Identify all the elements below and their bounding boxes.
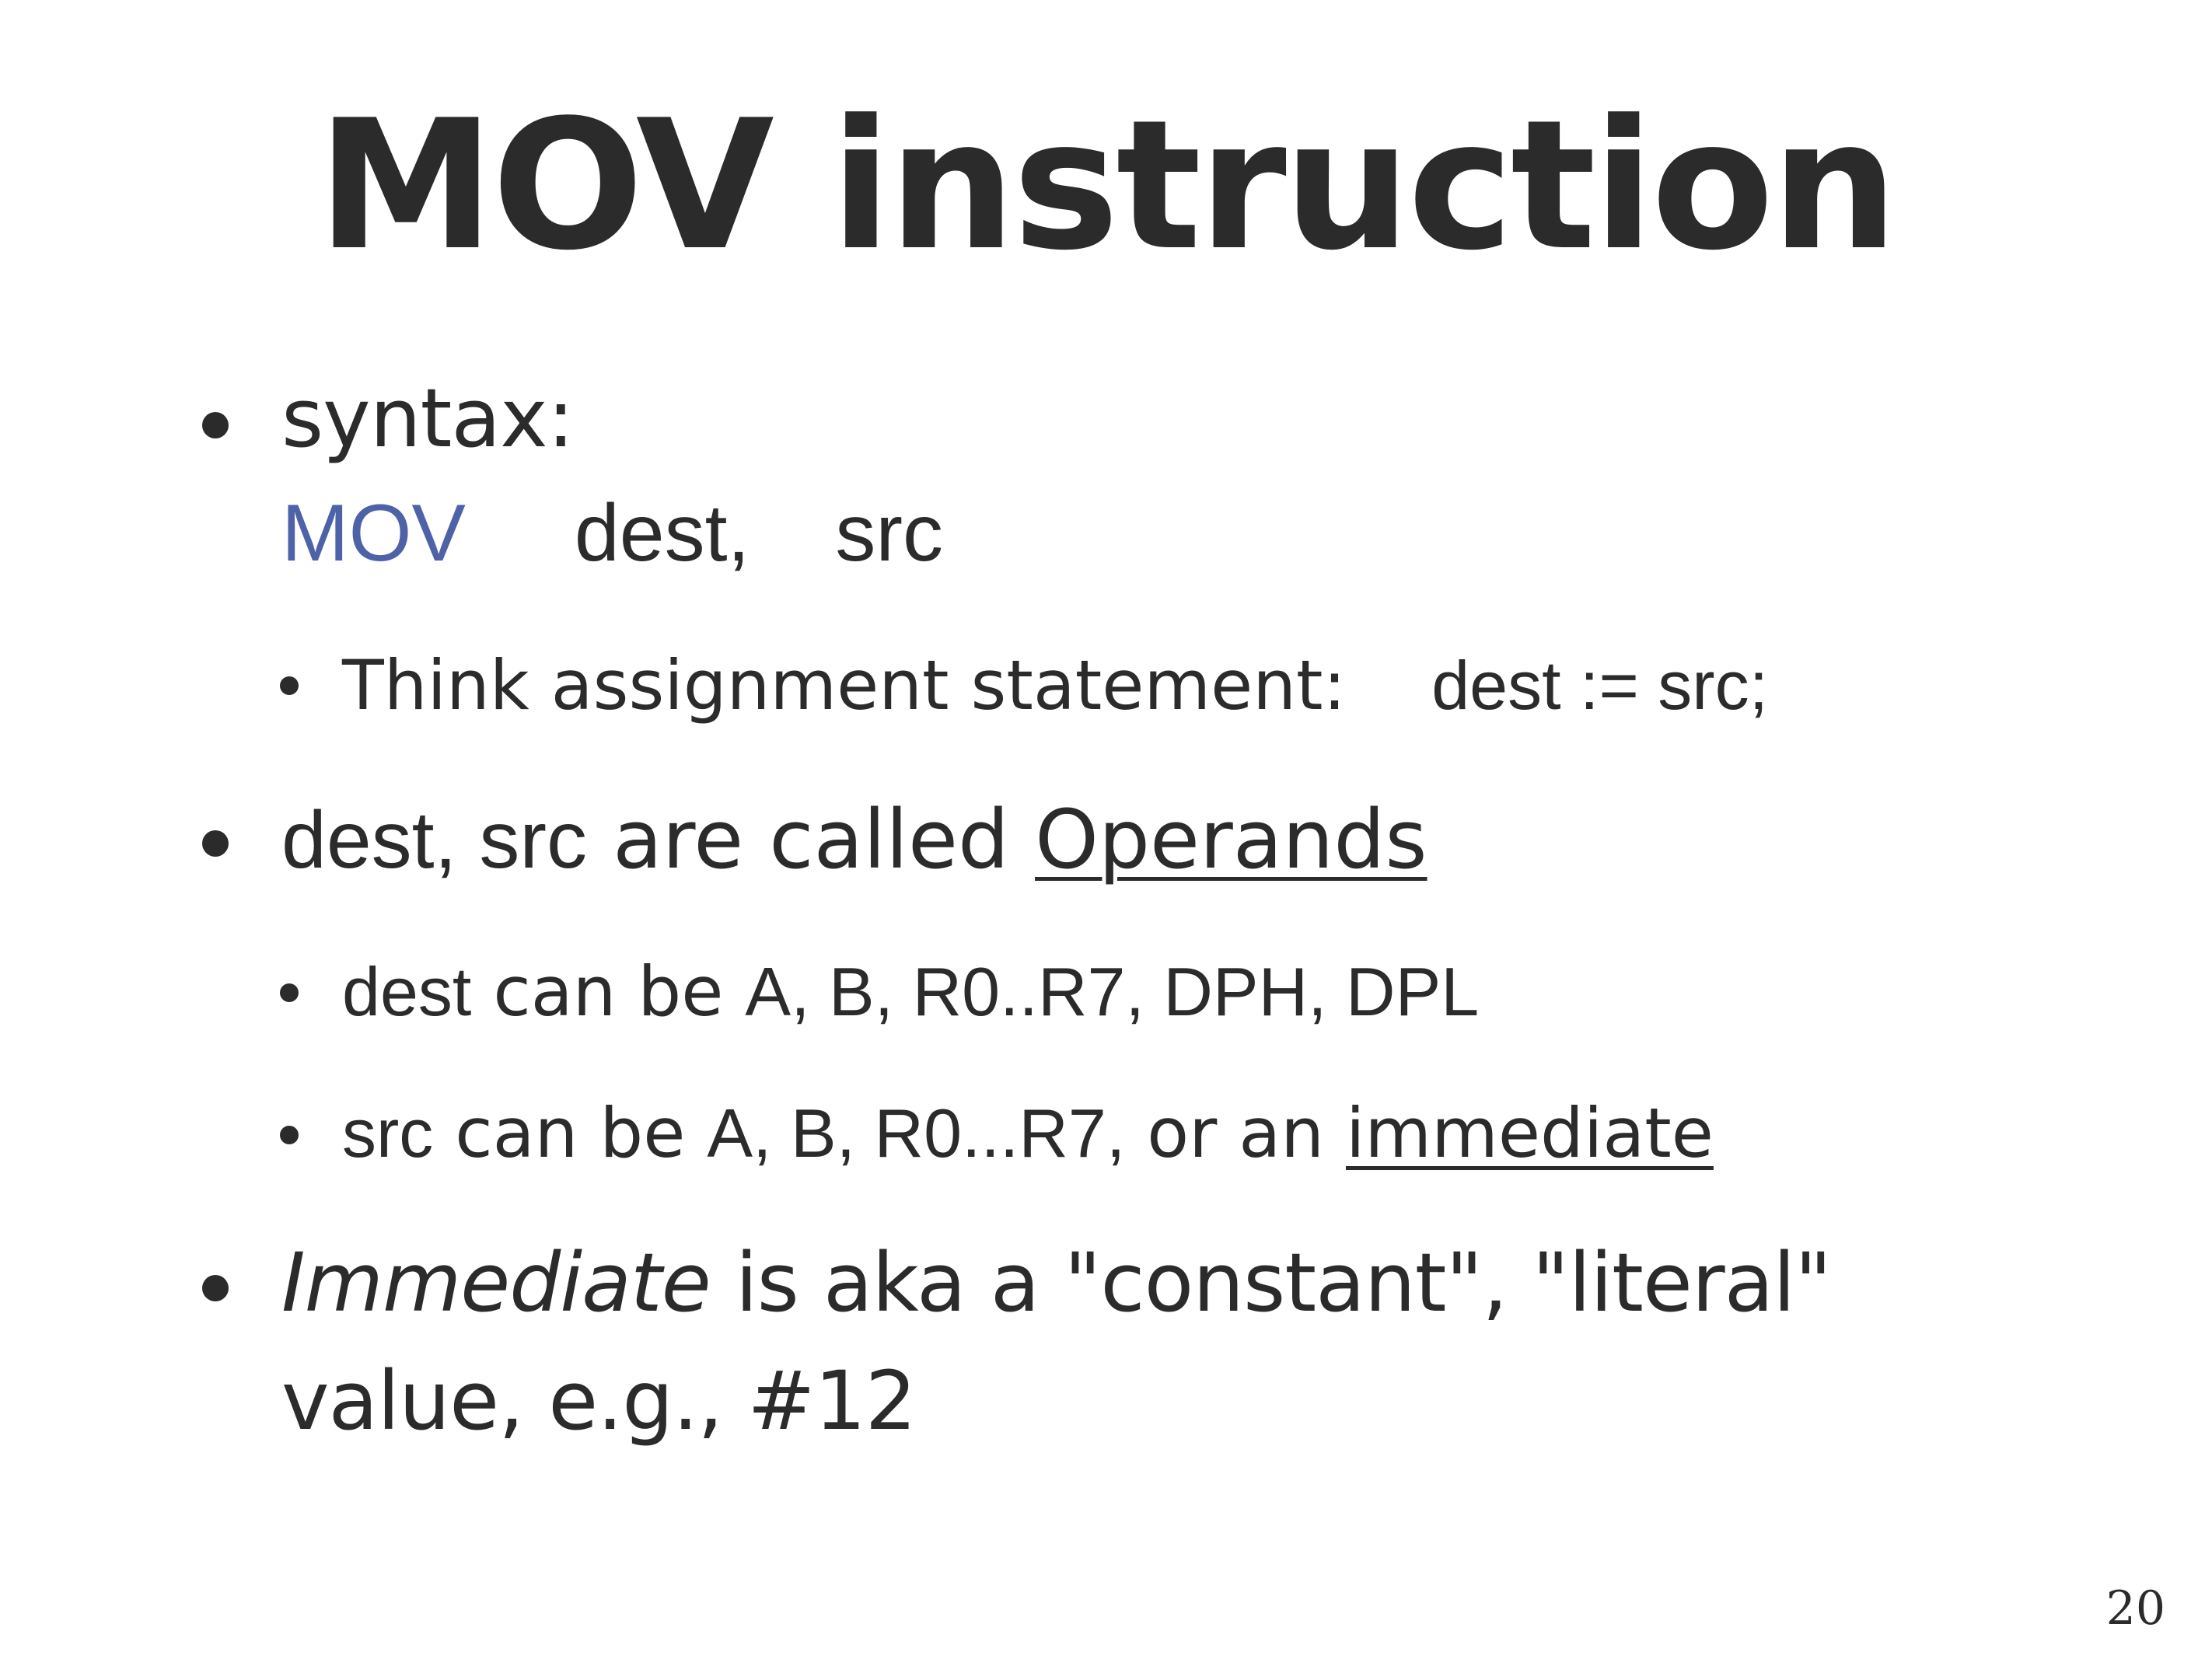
assignment-code: dest := src; (1431, 647, 1769, 724)
dest-code: dest (342, 953, 472, 1030)
immediate-rest: is aka a "constant", "literal" (735, 1235, 1832, 1330)
src-list: A, B, R0...R7, (707, 1095, 1126, 1172)
slide-title: MOV instruction (316, 82, 1896, 290)
bullet-operands (281, 793, 1427, 887)
bullet-syntax-label: syntax: (281, 371, 574, 466)
src-underlined: immediate (1345, 1093, 1714, 1173)
bullet-immediate-line2: value, e.g., #12 (281, 1353, 916, 1448)
bullet-dot (202, 830, 229, 857)
operands-underlined: Operands (1035, 792, 1427, 887)
sub-bullet-assignment (342, 645, 1768, 726)
src-mid: can be (455, 1093, 686, 1173)
bullet-dot (202, 1275, 229, 1301)
bullet-immediate-line1 (281, 1236, 1831, 1329)
sub-bullet-src (342, 1093, 1714, 1174)
sub-bullet-dest (342, 952, 1479, 1032)
bullet-dot (280, 676, 299, 695)
page-number: 20 (2105, 1581, 2165, 1636)
src-code: src (342, 1095, 434, 1172)
syntax-dest: dest, (574, 488, 750, 578)
dest-list: A, B, R0..R7, DPH, DPL (745, 953, 1480, 1030)
assignment-text: Think assignment statement: (342, 645, 1347, 725)
bullet-dot (202, 412, 229, 438)
immediate-italic: Immediate (281, 1235, 711, 1330)
bullet-dot (280, 1126, 299, 1144)
dest-mid: can be (493, 952, 724, 1032)
syntax-code-line (281, 486, 943, 580)
operands-code: dest, src (281, 795, 587, 885)
bullet-dot (280, 983, 299, 1002)
syntax-src: src (835, 488, 944, 578)
operands-text: are called (613, 792, 1010, 887)
src-suffix: or an (1147, 1093, 1324, 1173)
mov-keyword: MOV (281, 488, 466, 578)
